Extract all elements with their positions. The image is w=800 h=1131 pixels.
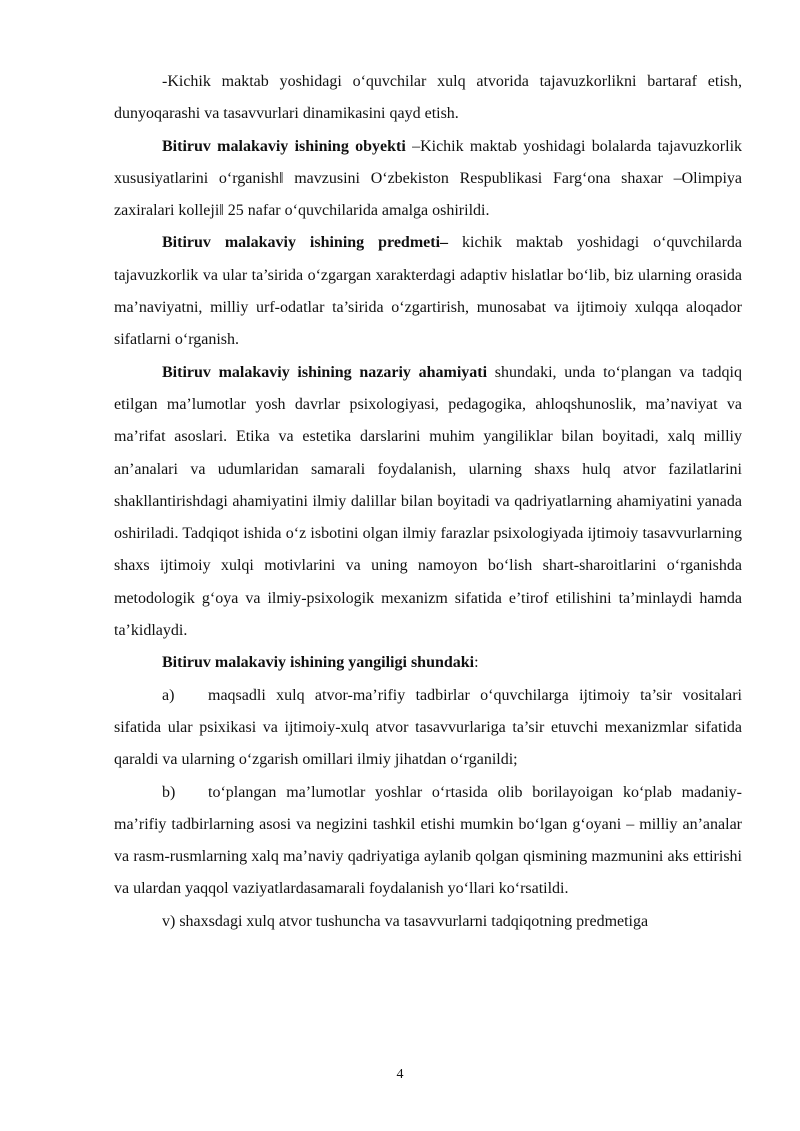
theoretical-heading: Bitiruv malakaviy ishining nazariy ahamiyati [162, 363, 488, 381]
document-body [114, 66, 742, 938]
paragraph-item-v [114, 906, 742, 938]
object-text: –Kichik maktab yoshidagi bolalarda tajavuzkorlik xususiyatlarini o‘rganish‖ mavzusini O‘zbekiston Respublikasi Farg‘ona shaxar –Olimpiya zaxiralari kolleji‖ 25 nafar o‘quvchilarida amalga oshirildi. [114, 137, 743, 220]
novelty-colon: : [474, 654, 479, 672]
list-marker-b: b) [162, 783, 176, 801]
intro-text: -Kichik maktab yoshidagi o‘quvchilar xulq atvorida tajavuzkorlikni bartaraf etish, dunyoqarashi va tasavvurlari dinamikasini qayd etish. [114, 73, 742, 123]
list-text-b: to‘plangan ma’lumotlar yoshlar o‘rtasida olib borilayoigan ko‘plab madaniy-ma’rifiy tadbirlarning asosi va negizini tashkil etishi mumkin bo‘lgan g‘oyani – milliy an’analar va rasm-rusmlarning xalq ma’naviy qadriyatiga aylanib qolgan qismining mazmunini aks ettirishi va ulardan yaqqol vaziyatlardasamarali foydalanish yo‘llari ko‘rsatildi. [114, 783, 742, 898]
subject-heading: Bitiruv malakaviy ishining predmeti– [162, 234, 449, 252]
paragraph-object [114, 131, 742, 228]
subject-text: kichik maktab yoshidagi o‘quvchilarda tajavuzkorlik va ular ta’sirida o‘zgargan xarakterdagi adaptiv hislatlar bo‘lib, biz ularning orasida ma’naviyatni, milliy urf-odatlar ta’sirida o‘zgartirish, munosabat va ijtimoiy xulqqa aloqador sifatlarni o‘rganish. [114, 234, 743, 349]
theoretical-text: shundaki, unda to‘plangan va tadqiq etilgan ma’lumotlar yosh davrlar psixologiyasi, pedagogika, ahloqshunoslik, ma’naviyat va ma’rifat asoslari. Etika va estetika darslarini muhim yangiliklar bilan boyitadi, xalq milliy an’analari va udumlaridan samarali foydalanish, ularning shaxs hulq atvor fazilatlarini shakllantirishdagi ahamiyatini ilmiy dalillar bilan boyitadi va qadriyatlarning ahamiyatini yanada oshiriladi. Tadqiqot ishida o‘z isbotini olgan ilmiy farazlar psixologiyada ijtimoiy tasavvurlarning shaxs ijtimoiy xulqi motivlarini va uning namoyon bo‘lish shart-sharoitlarini o‘rganishda metodologik g‘oya va ilmiy-psixologik mexanizm sifatida e’tirof etilishini ta’minlaydi hamda ta’kidlaydi. [114, 363, 742, 640]
list-text-a: maqsadli xulq atvor-ma’rifiy tadbirlar o‘quvchilarga ijtimoiy ta’sir vositalari sifatida ular psixikasi va ijtimoiy-xulq atvor tasavvurlariga ta’sir etuvchi mexanizmlar sifatida qaraldi va ularning o‘zgarish omillari ilmiy jihatdan o‘rganildi; [114, 686, 742, 769]
paragraph-intro [114, 66, 742, 131]
paragraph-subject [114, 227, 742, 356]
item-v-text: v) shaxsdagi xulq atvor tushuncha va tasavvurlarni tadqiqotning predmetiga [162, 912, 649, 930]
list-item-b [114, 777, 742, 906]
list-item-a [114, 680, 742, 777]
paragraph-novelty [114, 647, 742, 679]
page-number: 4 [396, 1067, 404, 1082]
object-heading: Bitiruv malakaviy ishining obyekti [162, 137, 406, 155]
list-marker-a: a) [162, 686, 175, 704]
paragraph-theoretical-significance [114, 357, 742, 648]
novelty-heading: Bitiruv malakaviy ishining yangiligi shundaki [162, 654, 475, 672]
